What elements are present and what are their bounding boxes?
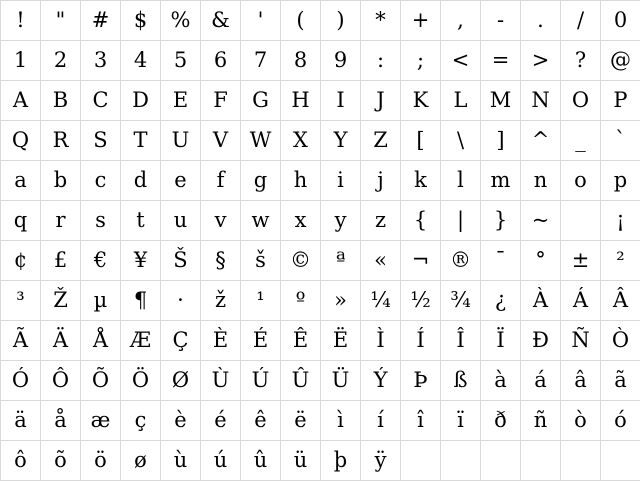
glyph-cell[interactable] (521, 441, 561, 481)
glyph-cell[interactable]: 6 (201, 41, 241, 81)
glyph-cell[interactable]: Å (81, 321, 121, 361)
glyph-cell[interactable]: â (561, 361, 601, 401)
glyph-cell[interactable]: = (481, 41, 521, 81)
glyph-cell[interactable]: ¶ (121, 281, 161, 321)
glyph-cell[interactable]: # (81, 1, 121, 41)
glyph-cell[interactable]: i (321, 161, 361, 201)
glyph-cell[interactable]: Æ (121, 321, 161, 361)
glyph-cell[interactable]: « (361, 241, 401, 281)
glyph-cell[interactable]: - (481, 1, 521, 41)
glyph-cell[interactable]: Á (561, 281, 601, 321)
glyph-cell[interactable]: \ (441, 121, 481, 161)
glyph-cell[interactable]: 9 (321, 41, 361, 81)
glyph-cell[interactable]: S (81, 121, 121, 161)
glyph-cell[interactable]: » (321, 281, 361, 321)
glyph-cell[interactable]: s (81, 201, 121, 241)
glyph-cell[interactable]: Ô (41, 361, 81, 401)
glyph-cell[interactable]: Ï (481, 321, 521, 361)
glyph-cell[interactable]: ¥ (121, 241, 161, 281)
glyph-cell[interactable]: } (481, 201, 521, 241)
glyph-cell[interactable]: ¿ (481, 281, 521, 321)
glyph-cell[interactable]: R (41, 121, 81, 161)
glyph-cell[interactable]: u (161, 201, 201, 241)
glyph-cell[interactable] (481, 441, 521, 481)
glyph-cell[interactable]: Y (321, 121, 361, 161)
glyph-cell[interactable]: Â (601, 281, 640, 321)
glyph-cell[interactable]: D (121, 81, 161, 121)
glyph-cell[interactable]: T (121, 121, 161, 161)
glyph-cell[interactable]: þ (321, 441, 361, 481)
glyph-cell[interactable]: û (241, 441, 281, 481)
glyph-cell[interactable]: ` (601, 121, 640, 161)
glyph-cell[interactable]: @ (601, 41, 640, 81)
glyph-cell[interactable]: & (201, 1, 241, 41)
glyph-cell[interactable]: k (401, 161, 441, 201)
glyph-cell[interactable]: Í (401, 321, 441, 361)
glyph-cell[interactable]: ó (601, 401, 640, 441)
glyph-cell[interactable]: ô (1, 441, 41, 481)
glyph-cell[interactable]: " (41, 1, 81, 41)
glyph-cell[interactable]: è (161, 401, 201, 441)
glyph-cell[interactable]: ( (281, 1, 321, 41)
glyph-cell[interactable]: _ (561, 121, 601, 161)
glyph-cell[interactable]: š (241, 241, 281, 281)
glyph-cell[interactable]: à (481, 361, 521, 401)
glyph-cell[interactable]: E (161, 81, 201, 121)
glyph-cell[interactable]: Z (361, 121, 401, 161)
glyph-cell[interactable]: ~ (521, 201, 561, 241)
glyph-cell[interactable]: ç (121, 401, 161, 441)
glyph-cell[interactable]: | (441, 201, 481, 241)
glyph-cell[interactable]: ì (321, 401, 361, 441)
glyph-cell[interactable]: ÿ (361, 441, 401, 481)
glyph-cell[interactable]: º (281, 281, 321, 321)
glyph-cell[interactable]: Ø (161, 361, 201, 401)
glyph-cell[interactable]: O (561, 81, 601, 121)
glyph-cell[interactable]: . (521, 1, 561, 41)
glyph-cell[interactable]: ? (561, 41, 601, 81)
glyph-cell[interactable]: M (481, 81, 521, 121)
glyph-cell[interactable]: Ì (361, 321, 401, 361)
glyph-cell[interactable]: b (41, 161, 81, 201)
glyph-cell[interactable]: í (361, 401, 401, 441)
glyph-cell[interactable]: Ž (41, 281, 81, 321)
glyph-cell[interactable]: h (281, 161, 321, 201)
glyph-cell[interactable]: ß (441, 361, 481, 401)
glyph-cell[interactable]: ê (241, 401, 281, 441)
glyph-cell[interactable]: ä (1, 401, 41, 441)
glyph-cell[interactable]: r (41, 201, 81, 241)
glyph-cell[interactable]: l (441, 161, 481, 201)
glyph-cell[interactable]: ± (561, 241, 601, 281)
glyph-cell[interactable]: Ð (521, 321, 561, 361)
glyph-cell[interactable]: ¼ (361, 281, 401, 321)
glyph-cell[interactable]: P (601, 81, 640, 121)
glyph-cell[interactable]: ] (481, 121, 521, 161)
glyph-cell[interactable]: ú (201, 441, 241, 481)
glyph-cell[interactable]: ü (281, 441, 321, 481)
glyph-cell[interactable]: o (561, 161, 601, 201)
glyph-cell[interactable]: Ü (321, 361, 361, 401)
glyph-cell[interactable]: ¬ (401, 241, 441, 281)
glyph-cell[interactable]: Ä (41, 321, 81, 361)
glyph-cell[interactable]: Û (281, 361, 321, 401)
glyph-cell[interactable]: ' (241, 1, 281, 41)
glyph-cell[interactable]: n (521, 161, 561, 201)
glyph-cell[interactable]: © (281, 241, 321, 281)
glyph-cell[interactable]: Ó (1, 361, 41, 401)
glyph-cell[interactable]: U (161, 121, 201, 161)
glyph-cell[interactable]: É (241, 321, 281, 361)
glyph-cell[interactable]: ï (441, 401, 481, 441)
glyph-cell[interactable]: Þ (401, 361, 441, 401)
glyph-cell[interactable]: % (161, 1, 201, 41)
glyph-cell[interactable]: $ (121, 1, 161, 41)
glyph-cell[interactable]: z (361, 201, 401, 241)
glyph-cell[interactable]: å (41, 401, 81, 441)
glyph-cell[interactable]: / (561, 1, 601, 41)
glyph-cell[interactable]: < (441, 41, 481, 81)
glyph-cell[interactable] (441, 441, 481, 481)
glyph-cell[interactable]: y (321, 201, 361, 241)
glyph-cell[interactable]: È (201, 321, 241, 361)
glyph-cell[interactable]: w (241, 201, 281, 241)
glyph-cell[interactable]: ¢ (1, 241, 41, 281)
glyph-cell[interactable]: ö (81, 441, 121, 481)
glyph-cell[interactable]: ¯ (481, 241, 521, 281)
glyph-cell[interactable]: á (521, 361, 561, 401)
glyph-cell[interactable]: ò (561, 401, 601, 441)
glyph-cell[interactable]: À (521, 281, 561, 321)
glyph-cell[interactable]: 5 (161, 41, 201, 81)
glyph-cell[interactable]: A (1, 81, 41, 121)
glyph-cell[interactable]: · (161, 281, 201, 321)
glyph-cell[interactable]: ! (1, 1, 41, 41)
glyph-cell[interactable]: ³ (1, 281, 41, 321)
glyph-cell[interactable]: ; (401, 41, 441, 81)
glyph-cell[interactable]: 1 (1, 41, 41, 81)
glyph-cell[interactable]: H (281, 81, 321, 121)
glyph-cell[interactable]: µ (81, 281, 121, 321)
glyph-cell[interactable]: Š (161, 241, 201, 281)
glyph-cell[interactable]: ¹ (241, 281, 281, 321)
glyph-cell[interactable]: { (401, 201, 441, 241)
glyph-cell[interactable]: Ý (361, 361, 401, 401)
glyph-cell[interactable]: p (601, 161, 640, 201)
glyph-cell[interactable]: Ù (201, 361, 241, 401)
glyph-cell[interactable]: £ (41, 241, 81, 281)
glyph-cell[interactable]: ù (161, 441, 201, 481)
glyph-cell[interactable]: c (81, 161, 121, 201)
glyph-cell[interactable]: G (241, 81, 281, 121)
glyph-cell[interactable]: > (521, 41, 561, 81)
glyph-cell[interactable]: X (281, 121, 321, 161)
glyph-cell[interactable]: * (361, 1, 401, 41)
glyph-cell[interactable]: ñ (521, 401, 561, 441)
glyph-cell[interactable]: 8 (281, 41, 321, 81)
glyph-cell[interactable]: 0 (601, 1, 640, 41)
glyph-cell[interactable]: Î (441, 321, 481, 361)
glyph-cell[interactable]: L (441, 81, 481, 121)
glyph-cell[interactable]: f (201, 161, 241, 201)
glyph-cell[interactable]: W (241, 121, 281, 161)
glyph-cell[interactable]: æ (81, 401, 121, 441)
glyph-cell[interactable]: F (201, 81, 241, 121)
glyph-cell[interactable]: Ú (241, 361, 281, 401)
glyph-cell[interactable]: e (161, 161, 201, 201)
glyph-cell[interactable]: ž (201, 281, 241, 321)
glyph-cell[interactable] (401, 441, 441, 481)
glyph-cell[interactable]: Ò (601, 321, 640, 361)
glyph-cell[interactable]: õ (41, 441, 81, 481)
glyph-cell[interactable]: 3 (81, 41, 121, 81)
glyph-cell[interactable]: Ê (281, 321, 321, 361)
glyph-cell[interactable]: B (41, 81, 81, 121)
glyph-cell[interactable]: v (201, 201, 241, 241)
glyph-cell[interactable]: Ç (161, 321, 201, 361)
glyph-cell[interactable]: Õ (81, 361, 121, 401)
glyph-cell[interactable]: x (281, 201, 321, 241)
glyph-cell[interactable]: ® (441, 241, 481, 281)
glyph-cell[interactable]: Q (1, 121, 41, 161)
glyph-cell[interactable]: J (361, 81, 401, 121)
glyph-cell[interactable]: V (201, 121, 241, 161)
glyph-cell[interactable]: g (241, 161, 281, 201)
glyph-cell[interactable]: j (361, 161, 401, 201)
glyph-cell[interactable]: ã (601, 361, 640, 401)
glyph-cell[interactable] (601, 441, 640, 481)
glyph-cell[interactable]: t (121, 201, 161, 241)
glyph-cell[interactable]: ð (481, 401, 521, 441)
glyph-cell[interactable]: ² (601, 241, 640, 281)
glyph-cell[interactable]: € (81, 241, 121, 281)
glyph-cell[interactable]: d (121, 161, 161, 201)
glyph-cell[interactable]: ½ (401, 281, 441, 321)
glyph-cell[interactable]: é (201, 401, 241, 441)
glyph-cell[interactable]: ë (281, 401, 321, 441)
glyph-cell[interactable]: Ñ (561, 321, 601, 361)
glyph-cell[interactable]: ^ (521, 121, 561, 161)
glyph-cell[interactable]: Ã (1, 321, 41, 361)
glyph-cell[interactable]: N (521, 81, 561, 121)
glyph-cell[interactable]: 7 (241, 41, 281, 81)
glyph-cell[interactable]: C (81, 81, 121, 121)
glyph-cell[interactable]: + (401, 1, 441, 41)
glyph-cell[interactable]: [ (401, 121, 441, 161)
glyph-cell[interactable]: î (401, 401, 441, 441)
glyph-cell[interactable]: Ë (321, 321, 361, 361)
glyph-cell[interactable] (561, 441, 601, 481)
glyph-cell[interactable]: : (361, 41, 401, 81)
glyph-cell[interactable]: , (441, 1, 481, 41)
glyph-cell[interactable]: K (401, 81, 441, 121)
glyph-cell[interactable]: q (1, 201, 41, 241)
glyph-cell[interactable]: Ö (121, 361, 161, 401)
glyph-cell[interactable]: ¾ (441, 281, 481, 321)
glyph-cell[interactable]: 2 (41, 41, 81, 81)
glyph-cell[interactable]: ¡ (601, 201, 640, 241)
glyph-cell[interactable] (561, 201, 601, 241)
glyph-cell[interactable]: I (321, 81, 361, 121)
glyph-cell[interactable]: m (481, 161, 521, 201)
glyph-cell[interactable]: ø (121, 441, 161, 481)
glyph-cell[interactable]: a (1, 161, 41, 201)
glyph-cell[interactable]: ° (521, 241, 561, 281)
glyph-cell[interactable]: ª (321, 241, 361, 281)
glyph-cell[interactable]: 4 (121, 41, 161, 81)
glyph-cell[interactable]: § (201, 241, 241, 281)
glyph-cell[interactable]: ) (321, 1, 361, 41)
